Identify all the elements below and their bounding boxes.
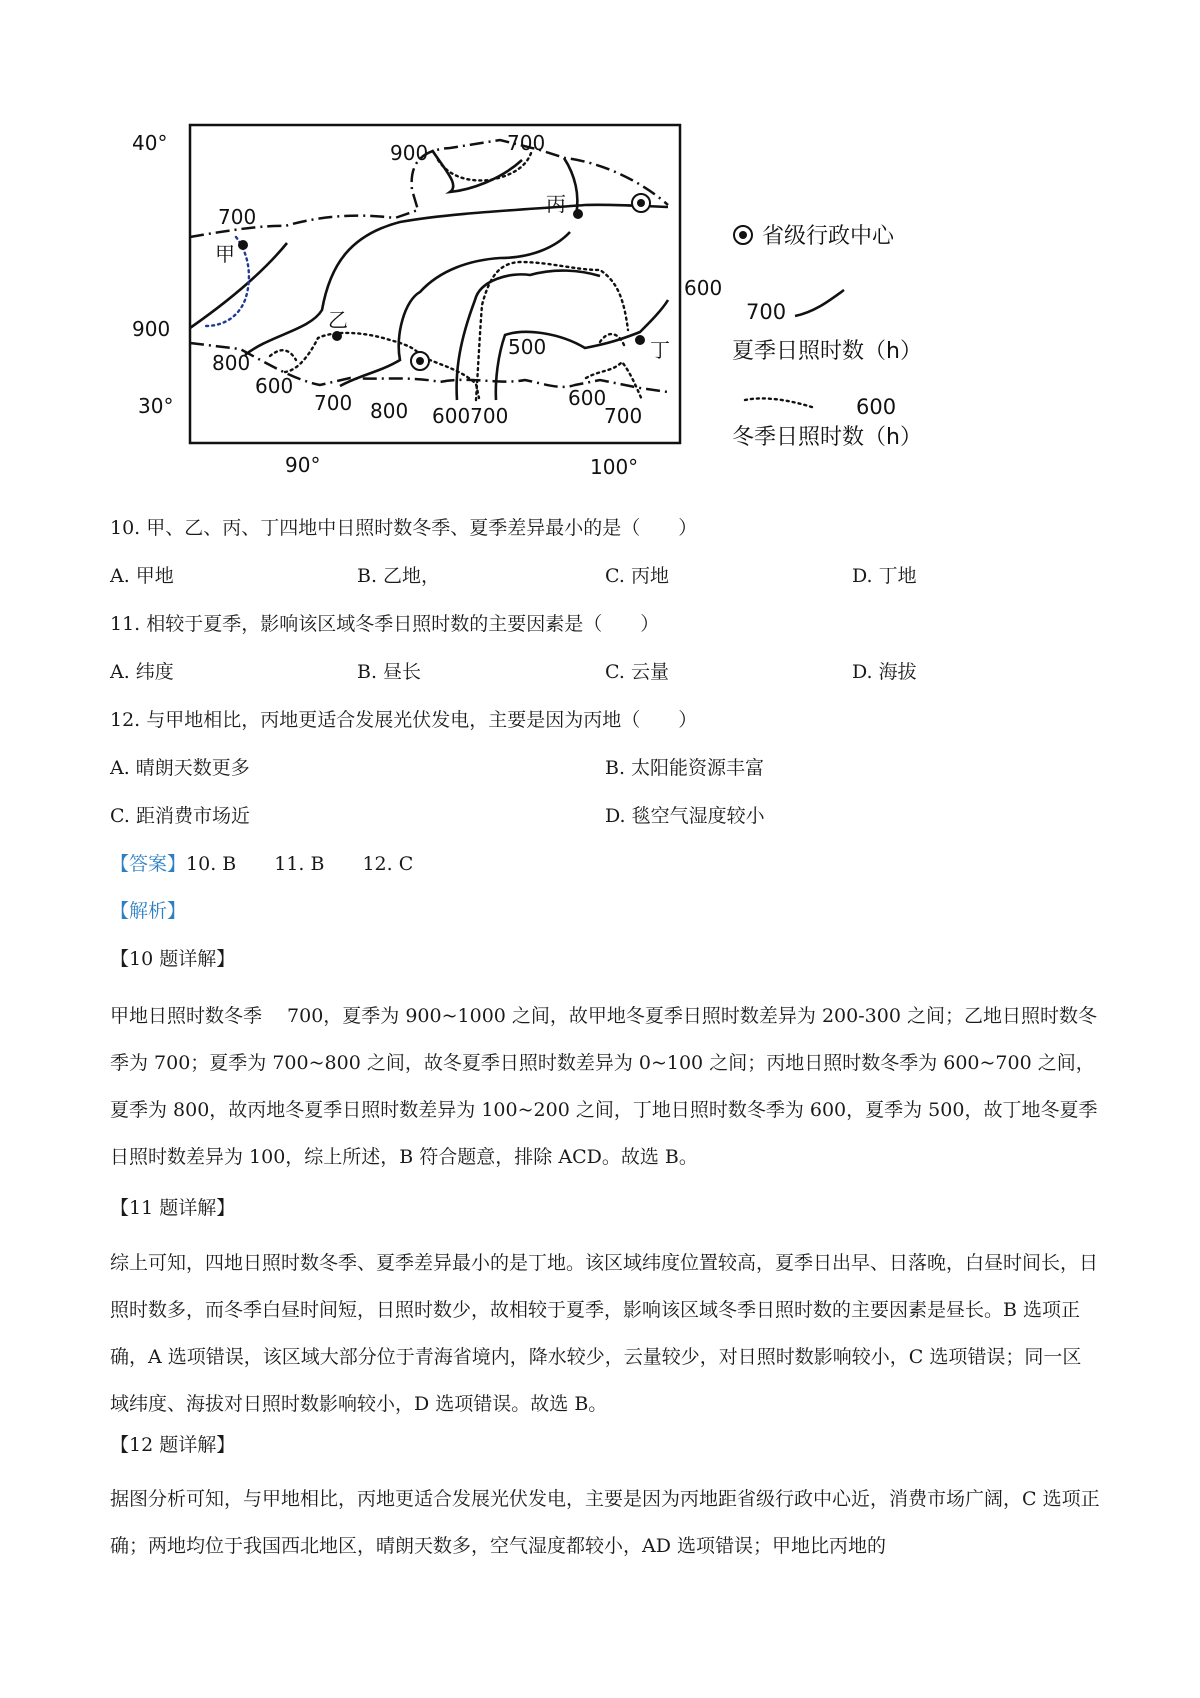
place-point-jia <box>238 240 248 250</box>
q11-option-c: C. 云量 <box>605 661 669 683</box>
analysis-tag: 【解析】 <box>110 900 187 922</box>
iso-label: 600 <box>568 386 607 410</box>
q10-option-b: B. 乙地， <box>357 565 441 587</box>
d10-text: 甲地日照时数冬季 700，夏季为 900~1000 之间，故甲地冬夏季日照时数差异为 200-300 之间；乙地日照时数冬季为 700；夏季为 700~800 之间，故冬夏季日照时数差异为 0~100 之间；丙地日照时数冬季为 600~700 之间，夏季为 800，故丙地冬夏季日照时数差异为 100~200 之间，丁地日照时数冬季为 600，夏季为 500，故丁地冬夏季日照时数差异为 100，综上所述，B 符合题意，排除 ACD。故选 B。 <box>110 1005 1098 1168</box>
iso-label: 600 <box>255 374 294 398</box>
d11-text: 综上可知，四地日照时数冬季、夏季差异最小的是丁地。该区域纬度位置较高，夏季日出早、日落晚，白昼时间长，日照时数多，而冬季白昼时间短，日照时数少，故相较于夏季，影响该区域冬季日照时数的主要因素是昼长。B 选项正确，A 选项错误，该区域大部分位于青海省境内，降水较少，云量较少，对日照时数影响较小，C 选项错误；同一区域纬度、海拔对日照时数影响较小，D 选项错误。故选 B。 <box>110 1252 1099 1415</box>
iso-label: 900 <box>390 141 429 165</box>
legend-capital-label: 省级行政中心 <box>762 224 895 249</box>
q10-option-d: D. 丁地 <box>852 565 917 587</box>
iso-label: 800 <box>370 399 409 423</box>
place-label-yi: 乙 <box>328 308 348 332</box>
d11-heading: 【11 题详解】 <box>110 1197 236 1219</box>
lat-label-40: 40° <box>132 131 168 155</box>
summer-isoline <box>245 205 668 355</box>
q11-option-a: A. 纬度 <box>110 661 174 683</box>
q11-stem: 11. 相较于夏季，影响该区域冬季日照时数的主要因素是（ ） <box>110 613 660 635</box>
place-label-bing: 丙 <box>546 192 566 216</box>
d10-heading: 【10 题详解】 <box>110 948 236 970</box>
summer-isoline <box>190 243 287 328</box>
capital-marker <box>411 352 429 370</box>
q12-option-a: A. 晴朗天数更多 <box>110 757 250 779</box>
answer-item-10: 10. B <box>186 853 237 875</box>
iso-label: 700 <box>218 205 257 229</box>
q11-option-d: D. 海拔 <box>852 661 917 683</box>
iso-label: 500 <box>508 335 547 359</box>
q12-stem: 12. 与甲地相比，丙地更适合发展光伏发电，主要是因为丙地（ ） <box>110 709 698 731</box>
answer-line <box>110 851 413 877</box>
place-label-ding: 丁 <box>650 338 670 362</box>
answer-tag: 【答案】 <box>110 853 187 875</box>
legend-summer-label: 夏季日照时数（h） <box>732 339 922 364</box>
winter-isoline <box>476 262 628 400</box>
d12-text: 据图分析可知，与甲地相比，丙地更适合发展光伏发电，主要是因为丙地距省级行政中心近，消费市场广阔，C 选项正确；两地均位于我国西北地区，晴朗天数多，空气湿度都较小，AD 选项错误；甲地比丙地的 <box>110 1488 1100 1557</box>
sunshine-hours-map <box>0 0 1200 480</box>
capital-marker <box>632 194 650 212</box>
q12-option-c: C. 距消费市场近 <box>110 805 250 827</box>
lon-label-90: 90° <box>285 453 321 477</box>
place-point-yi <box>332 331 342 341</box>
iso-label: 700 <box>314 391 353 415</box>
place-point-bing <box>573 209 583 219</box>
province-boundary <box>190 140 668 392</box>
q10-option-c: C. 丙地 <box>605 565 669 587</box>
place-point-ding <box>635 335 645 345</box>
legend-summer-value: 700 <box>746 300 787 324</box>
iso-label: 600 <box>684 276 723 300</box>
place-label-jia: 甲 <box>215 242 235 266</box>
q11-option-b: B. 昼长 <box>357 661 422 683</box>
q12-option-b: B. 太阳能资源丰富 <box>605 757 765 779</box>
legend-winter-value: 600 <box>856 395 897 419</box>
map-legend <box>732 224 922 450</box>
iso-label: 900 <box>132 317 171 341</box>
d12-heading: 【12 题详解】 <box>110 1434 236 1456</box>
iso-label: 600700 <box>432 404 509 428</box>
q10-stem: 10. 甲、乙、丙、丁四地中日照时数冬季、夏季差异最小的是（ ） <box>110 517 698 539</box>
answer-item-12: 12. C <box>362 853 414 875</box>
iso-label: 700 <box>507 131 546 155</box>
lon-label-100: 100° <box>590 455 639 479</box>
q10-option-a: A. 甲地 <box>110 565 174 587</box>
summer-isoline <box>340 232 570 386</box>
summer-isoline <box>432 150 522 192</box>
iso-label: 800 <box>212 351 251 375</box>
iso-label: 700 <box>604 404 643 428</box>
q12-option-d: D. 毯空气湿度较小 <box>605 805 765 827</box>
answer-item-11: 11. B <box>274 853 325 875</box>
lat-label-30: 30° <box>138 394 174 418</box>
winter-isoline <box>270 350 296 360</box>
legend-winter-line <box>745 398 815 408</box>
legend-winter-label: 冬季日照时数（h） <box>732 425 922 450</box>
legend-summer-line <box>795 290 844 316</box>
